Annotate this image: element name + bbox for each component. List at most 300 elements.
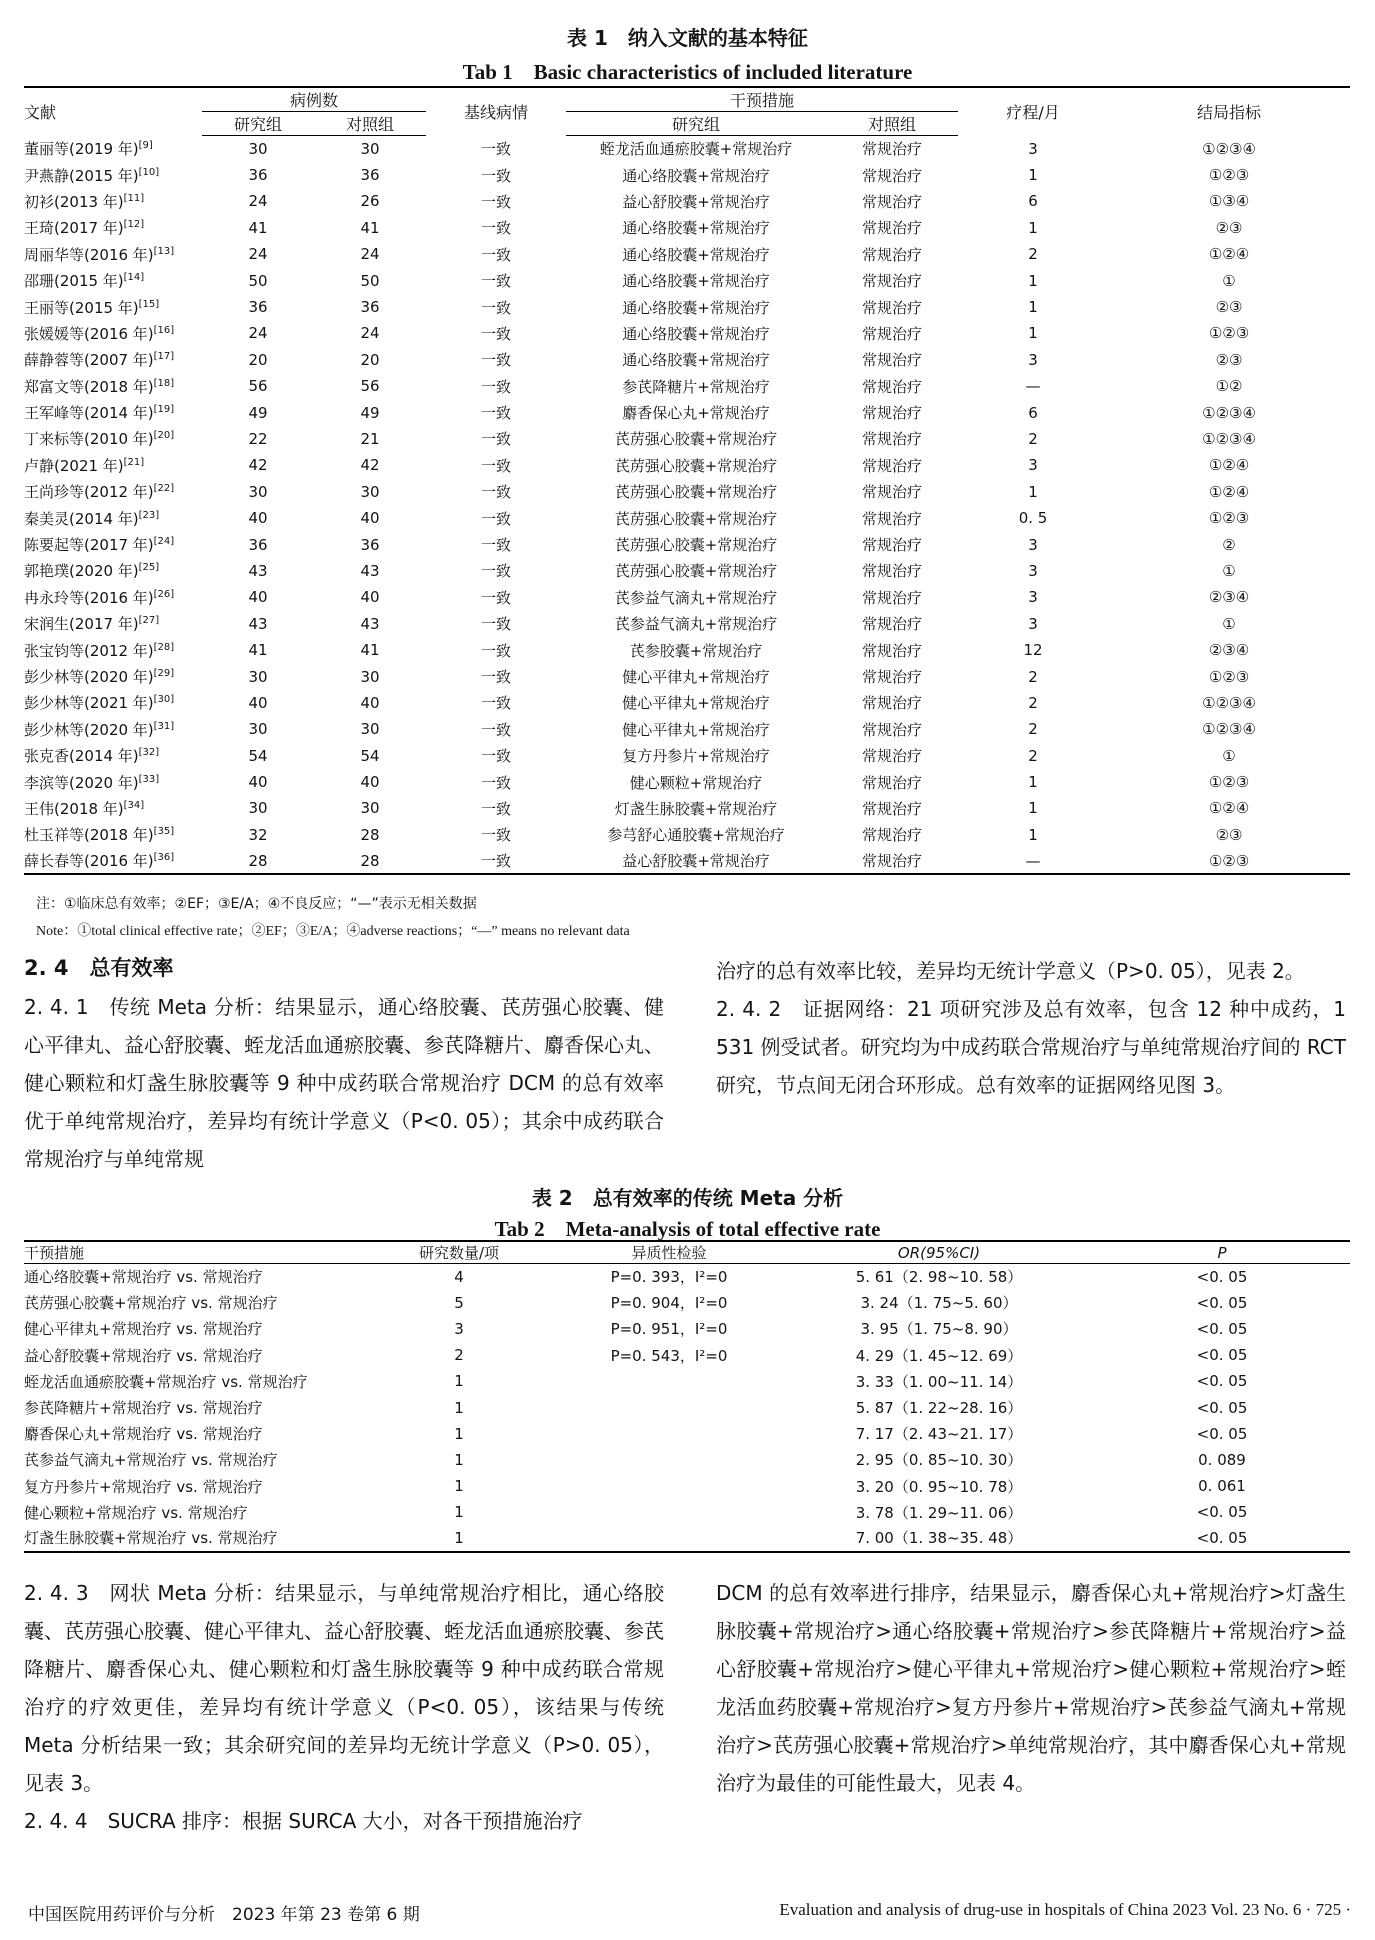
cell-baseline: 一致 [481, 219, 512, 238]
cell-outcome: ②③④ [1208, 641, 1250, 660]
cell-baseline: 一致 [481, 166, 512, 185]
cell-or: 2. 95（0. 85~10. 30） [855, 1451, 1023, 1470]
cell-study-count: 32 [248, 825, 268, 844]
cell-p: <0. 05 [1196, 1267, 1248, 1286]
cell-control-count: 40 [360, 509, 380, 528]
literature-name: 薛长春等(2016 年) [24, 852, 154, 871]
cell-intervention-study: 通心络胶囊+常规治疗 [622, 272, 770, 291]
cell-study-count: 49 [248, 403, 268, 422]
cell-or: 4. 29（1. 45~12. 69） [855, 1346, 1023, 1365]
cell-intervention-control: 常规治疗 [862, 324, 923, 343]
table-row [24, 1316, 1350, 1342]
cell-control-count: 28 [314, 848, 426, 874]
cell-course: 6 [1028, 403, 1038, 422]
reference-number: [35] [153, 826, 175, 838]
text-column-left-top [24, 988, 664, 1178]
cell-study-count: 24 [248, 324, 268, 343]
cell-intervention-control: 常规治疗 [862, 694, 923, 713]
cell-or: 7. 00（1. 38~35. 48） [784, 1525, 1094, 1551]
cell-heterogeneity: P=0. 904，I²=0 [610, 1294, 728, 1313]
literature-name: 张克香(2014 年) [24, 747, 139, 766]
reference-number: [17] [153, 351, 175, 363]
cell-intervention-study: 芪苈强心胶囊+常规治疗 [614, 562, 778, 581]
cell-course: 3 [1028, 588, 1038, 607]
literature-name: 彭少林等(2020 年) [24, 668, 154, 686]
cell-control-count: 28 [360, 825, 380, 844]
cell-intervention-study: 芪苈强心胶囊+常规治疗 [614, 456, 778, 475]
literature-name: 丁来标等(2010 年) [24, 430, 154, 449]
table-row [24, 611, 1350, 637]
cell-study-count: 41 [248, 218, 268, 237]
cell-course: 1 [1028, 166, 1038, 185]
cell-intervention: 芪参益气滴丸+常规治疗 vs. 常规治疗 [24, 1451, 278, 1470]
th-study-group: 研究组 [202, 112, 314, 136]
cell-literature [24, 320, 202, 346]
cell-course: 1 [1028, 825, 1038, 844]
cell-intervention-study: 蛭龙活血通瘀胶囊+常规治疗 [599, 140, 793, 159]
cell-p: <0. 05 [1196, 1424, 1248, 1443]
th-cases: 病例数 [202, 87, 426, 112]
cell-literature [24, 822, 202, 848]
table-row [24, 373, 1350, 399]
cell-control-count: 24 [360, 324, 380, 343]
table2-title-en: Tab 2 Meta-analysis of total effective rate [494, 1217, 881, 1241]
cell-heterogeneity: P=0. 543，I²=0 [610, 1346, 728, 1365]
cell-course: 6 [1028, 192, 1038, 211]
cell-or: 5. 61（2. 98~10. 58） [855, 1268, 1023, 1287]
cell-intervention: 参芪降糖片+常规治疗 vs. 常规治疗 [24, 1399, 263, 1418]
cell-intervention-control: 常规治疗 [862, 615, 923, 634]
cell-outcome: ②③④ [1208, 588, 1250, 607]
cell-intervention-study: 健心平律丸+常规治疗 [622, 668, 770, 686]
cell-intervention-control: 常规治疗 [862, 747, 923, 766]
cell-baseline: 一致 [481, 456, 512, 475]
table1 [24, 86, 1350, 875]
table-row [24, 320, 1350, 346]
cell-course: 3 [1028, 456, 1038, 475]
cell-baseline: 一致 [481, 192, 512, 211]
cell-intervention-study: 芪苈强心胶囊+常规治疗 [614, 509, 778, 528]
literature-name: 彭少林等(2021 年) [24, 694, 154, 713]
literature-name: 彭少林等(2020 年) [24, 720, 154, 739]
reference-number: [25] [138, 562, 160, 574]
cell-intervention-control: 常规治疗 [826, 848, 958, 874]
literature-name: 邵珊(2015 年) [24, 272, 124, 291]
cell-control-count: 43 [360, 561, 380, 580]
cell-or: 3. 33（1. 00~11. 14） [855, 1372, 1023, 1391]
table-row [24, 1342, 1350, 1368]
cell-literature [24, 267, 202, 293]
cell-course: 3 [1028, 614, 1038, 633]
cell-baseline: 一致 [481, 483, 512, 502]
table-row [24, 1421, 1350, 1447]
cell-intervention-study: 益心舒胶囊+常规治疗 [622, 192, 770, 211]
literature-name: 宋润生(2017 年) [24, 615, 139, 634]
cell-control-count: 30 [360, 667, 380, 686]
cell-baseline: 一致 [481, 245, 512, 264]
cell-control-count: 24 [360, 245, 380, 264]
reference-number: [36] [153, 852, 175, 864]
cell-outcome: ② [1222, 535, 1236, 554]
cell-intervention-study: 复方丹参片+常规治疗 [622, 747, 770, 766]
cell-study-count: 30 [248, 139, 268, 158]
cell-outcome: ①②③④ [1202, 720, 1256, 739]
cell-heterogeneity [554, 1368, 784, 1394]
table-row [24, 769, 1350, 795]
cell-study-count: 1 [454, 1477, 464, 1496]
cell-course: 1 [1028, 773, 1038, 792]
cell-control-count: 30 [360, 139, 380, 158]
cell-outcome: ①②③④ [1202, 693, 1256, 712]
cell-or: 3. 24（1. 75~5. 60） [860, 1294, 1018, 1313]
cell-p: <0. 05 [1196, 1503, 1248, 1522]
cell-study-count: 36 [248, 535, 268, 554]
cell-course: 3 [1028, 561, 1038, 580]
cell-course: — [958, 848, 1108, 874]
literature-name: 张媛媛等(2016 年) [24, 324, 154, 343]
cell-p: <0. 05 [1196, 1398, 1248, 1417]
cell-control-count: 20 [360, 350, 380, 369]
reference-number: [22] [153, 483, 175, 495]
cell-study-count: 20 [248, 350, 268, 369]
reference-number: [27] [138, 615, 160, 627]
literature-name: 郭艳璞(2020 年) [24, 562, 139, 581]
cell-intervention-control: 常规治疗 [862, 799, 923, 818]
cell-course: 1 [1028, 324, 1038, 343]
cell-intervention-control: 常规治疗 [862, 298, 923, 317]
reference-number: [16] [153, 324, 175, 336]
table-row [24, 452, 1350, 478]
cell-control-count: 26 [360, 192, 380, 211]
cell-outcome: ①③④ [1208, 192, 1250, 211]
table-row [24, 558, 1350, 584]
reference-number: [32] [138, 747, 160, 759]
cell-intervention-study: 通心络胶囊+常规治疗 [622, 351, 770, 370]
cell-or: 3. 20（0. 95~10. 78） [855, 1477, 1023, 1496]
cell-baseline: 一致 [481, 377, 512, 396]
cell-literature [24, 215, 202, 241]
cell-literature [24, 663, 202, 689]
literature-name: 周丽华等(2016 年) [24, 245, 154, 264]
table-row [24, 716, 1350, 742]
cell-course: 2 [1028, 693, 1038, 712]
cell-outcome: ① [1222, 614, 1236, 633]
cell-outcome: ①②③④ [1202, 403, 1256, 422]
cell-outcome: ①②③ [1208, 166, 1250, 185]
cell-intervention: 芪苈强心胶囊+常规治疗 vs. 常规治疗 [24, 1294, 278, 1313]
cell-intervention-study: 参芎舒心通胶囊+常规治疗 [607, 826, 785, 845]
paragraph-2-4-3: 2. 4. 3 网状 Meta 分析：结果显示，与单纯常规治疗相比，通心络胶囊、芪苈强心胶囊、健心平律丸、益心舒胶囊、蛭龙活血通瘀胶囊、参芪降糖片、麝香保心丸、健心颗粒和灯盏生脉胶囊等 9 种中成药联合常规治疗的疗效更佳，差异均有统计学意义（P<0. 05），该结果与传统 Meta 分析结果一致；其余研究间的差异均无统计学意义（P>0. 05），见表 3。 [24, 1581, 664, 1795]
cell-literature [24, 188, 202, 214]
cell-intervention-study: 通心络胶囊+常规治疗 [622, 298, 770, 317]
cell-study-count: 5 [454, 1293, 464, 1312]
reference-number: [20] [153, 430, 175, 442]
table-row [24, 479, 1350, 505]
cell-outcome: ①②④ [1208, 245, 1250, 264]
table-row [24, 505, 1350, 531]
cell-literature [24, 611, 202, 637]
cell-study-count: 40 [248, 509, 268, 528]
literature-name: 王伟(2018 年) [24, 799, 124, 818]
cell-outcome: ①②③ [1208, 509, 1250, 528]
reference-number: [28] [153, 641, 175, 653]
literature-name: 郑富文等(2018 年) [24, 377, 154, 396]
cell-p: 0. 061 [1198, 1477, 1246, 1496]
table1-title-en: Tab 1 Basic characteristics of included literature [462, 60, 913, 84]
cell-literature [24, 558, 202, 584]
cell-study-count: 30 [248, 799, 268, 818]
cell-literature [24, 531, 202, 557]
cell-course: 0. 5 [1018, 509, 1048, 528]
cell-intervention-control: 常规治疗 [862, 456, 923, 475]
cell-p: <0. 05 [1094, 1525, 1350, 1551]
cell-course: 2 [1028, 720, 1038, 739]
cell-course: 2 [1028, 429, 1038, 448]
cell-course: 3 [1028, 535, 1038, 554]
reference-number: [31] [153, 720, 175, 732]
cell-literature [24, 241, 202, 267]
text-column-right-bottom [716, 1574, 1346, 1802]
cell-baseline: 一致 [481, 272, 512, 291]
reference-number: [12] [123, 219, 145, 231]
literature-name: 王军峰等(2014 年) [24, 404, 154, 423]
cell-intervention-control: 常规治疗 [862, 641, 923, 660]
table-row [24, 637, 1350, 663]
reference-number: [29] [153, 668, 175, 679]
literature-name: 陈要起等(2017 年) [24, 536, 154, 555]
cell-literature [24, 637, 202, 663]
table-row [24, 426, 1350, 452]
cell-study-count: 22 [248, 429, 268, 448]
cell-course: 3 [1028, 139, 1038, 158]
cell-outcome: ①②③ [1108, 848, 1350, 874]
cell-study-count: 1 [454, 1372, 464, 1391]
th2-or: OR(95%CI) [784, 1241, 1094, 1264]
th2-p: P [1094, 1241, 1350, 1264]
cell-intervention-study: 芪参胶囊+常规治疗 [629, 641, 763, 660]
reference-number: [18] [153, 377, 175, 389]
cell-baseline: 一致 [481, 588, 512, 607]
cell-intervention-control: 常规治疗 [862, 562, 923, 581]
cell-literature [24, 426, 202, 452]
cell-intervention-control: 常规治疗 [862, 483, 923, 502]
cell-control-count: 30 [360, 482, 380, 501]
th-int-study: 研究组 [566, 112, 826, 136]
cell-intervention-study: 芪参益气滴丸+常规治疗 [614, 588, 778, 607]
reference-number: [10] [138, 166, 160, 178]
table-row [24, 1290, 1350, 1316]
th-literature: 文献 [24, 87, 202, 136]
cell-baseline: 一致 [481, 720, 512, 739]
literature-name: 张宝钧等(2012 年) [24, 641, 154, 660]
reference-number: [21] [123, 456, 145, 468]
cell-study-count: 42 [248, 456, 268, 475]
paragraph-2-4-2: 2. 4. 2 证据网络：21 项研究涉及总有效率，包含 12 种中成药，1 531 例受试者。研究均为中成药联合常规治疗与单纯常规治疗间的 RCT 研究，节点间无闭合环形成。总有效率的证据网络见图 3。 [716, 997, 1346, 1097]
table-row [24, 215, 1350, 241]
cell-intervention-control: 常规治疗 [862, 404, 923, 423]
cell-study-count: 50 [248, 271, 268, 290]
table-row [24, 1394, 1350, 1420]
cell-study-count: 40 [248, 588, 268, 607]
cell-heterogeneity: P=0. 393，I²=0 [610, 1268, 728, 1287]
cell-course: 12 [1023, 641, 1043, 660]
table2 [24, 1240, 1350, 1553]
cell-outcome: ②③ [1215, 218, 1243, 237]
cell-baseline: 一致 [481, 536, 512, 555]
th2-heterogeneity: 异质性检验 [554, 1241, 784, 1264]
cell-literature [24, 136, 202, 162]
cell-baseline: 一致 [481, 826, 512, 845]
cell-intervention-study: 健心平律丸+常规治疗 [622, 694, 770, 713]
cell-baseline: 一致 [426, 848, 566, 874]
cell-baseline: 一致 [481, 773, 512, 792]
table-row [24, 1264, 1350, 1290]
literature-name: 冉永玲等(2016 年) [24, 588, 154, 607]
cell-baseline: 一致 [481, 351, 512, 370]
literature-name: 李滨等(2020 年) [24, 773, 139, 792]
cell-control-count: 40 [360, 588, 380, 607]
cell-course: 1 [1028, 271, 1038, 290]
cell-control-count: 54 [360, 746, 380, 765]
cell-outcome: ②③ [1215, 825, 1243, 844]
cell-literature [24, 690, 202, 716]
cell-intervention-control: 常规治疗 [862, 272, 923, 291]
reference-number: [26] [153, 588, 175, 600]
footer-journal-cn: 中国医院用药评价与分析 2023 年第 23 卷第 6 期 [28, 1905, 420, 1925]
text-column-left-bottom [24, 1574, 664, 1840]
cell-control-count: 50 [360, 271, 380, 290]
cell-intervention-control: 常规治疗 [862, 773, 923, 792]
cell-study-count: 54 [248, 746, 268, 765]
cell-heterogeneity [554, 1394, 784, 1420]
cell-literature [24, 479, 202, 505]
cell-intervention-control: 常规治疗 [862, 430, 923, 449]
table-row [24, 1447, 1350, 1473]
literature-name: 卢静(2021 年) [24, 456, 124, 475]
cell-study-count: 56 [248, 377, 268, 396]
cell-literature [24, 848, 202, 874]
cell-p: 0. 089 [1198, 1450, 1246, 1469]
table-row [24, 690, 1350, 716]
cell-outcome: ①②④ [1208, 456, 1250, 475]
cell-literature [24, 452, 202, 478]
section-heading: 2. 4 总有效率 [24, 956, 174, 980]
cell-literature [24, 584, 202, 610]
cell-intervention: 通心络胶囊+常规治疗 vs. 常规治疗 [24, 1268, 263, 1287]
table-row [24, 1525, 1350, 1551]
cell-control-count: 43 [360, 614, 380, 633]
table-row [24, 347, 1350, 373]
cell-intervention-study: 通心络胶囊+常规治疗 [622, 219, 770, 238]
th-outcome: 结局指标 [1108, 87, 1350, 136]
literature-name: 初衫(2013 年) [24, 192, 124, 211]
cell-intervention: 蛭龙活血通瘀胶囊+常规治疗 vs. 常规治疗 [24, 1372, 308, 1391]
cell-baseline: 一致 [481, 747, 512, 766]
cell-intervention-study: 益心舒胶囊+常规治疗 [566, 848, 826, 874]
cell-course: 1 [1028, 218, 1038, 237]
cell-control-count: 56 [360, 377, 380, 396]
cell-literature [24, 795, 202, 821]
table1-note-cn: 注：①临床总有效率；②EF；③E/A；④不良反应；“—”表示无相关数据 [36, 896, 477, 912]
cell-heterogeneity [554, 1525, 784, 1551]
cell-study-count: 1 [364, 1525, 554, 1551]
cell-intervention-study: 通心络胶囊+常规治疗 [622, 166, 770, 185]
table-row [24, 188, 1350, 214]
th-baseline: 基线病情 [426, 87, 566, 136]
cell-intervention-study: 参芪降糖片+常规治疗 [622, 377, 770, 396]
cell-study-count: 24 [248, 192, 268, 211]
cell-outcome: ① [1222, 561, 1236, 580]
cell-course: — [1025, 377, 1041, 396]
cell-study-count: 4 [454, 1267, 464, 1286]
reference-number: [24] [153, 536, 175, 548]
reference-number: [33] [138, 773, 160, 785]
cell-or: 7. 17（2. 43~21. 17） [855, 1425, 1023, 1444]
cell-study-count: 41 [248, 641, 268, 660]
literature-name: 秦美灵(2014 年) [24, 509, 139, 528]
cell-study-count: 36 [248, 298, 268, 317]
paragraph-2-4-1-continued: 治疗的总有效率比较，差异均无统计学意义（P>0. 05），见表 2。 [716, 959, 1305, 983]
table-row [24, 742, 1350, 768]
literature-name: 董丽等(2019 年) [24, 140, 139, 159]
cell-literature [24, 347, 202, 373]
cell-intervention: 灯盏生脉胶囊+常规治疗 vs. 常规治疗 [24, 1525, 364, 1551]
cell-intervention-control: 常规治疗 [862, 536, 923, 555]
cell-intervention-control: 常规治疗 [862, 192, 923, 211]
cell-study-count: 43 [248, 561, 268, 580]
cell-intervention-control: 常规治疗 [862, 826, 923, 845]
cell-baseline: 一致 [481, 562, 512, 581]
reference-number: [30] [153, 694, 175, 706]
cell-heterogeneity [554, 1473, 784, 1499]
cell-outcome: ① [1222, 746, 1236, 765]
table1-title-cn: 表 1 纳入文献的基本特征 [567, 26, 808, 50]
cell-literature [24, 399, 202, 425]
literature-name: 薛静蓉等(2007 年) [24, 351, 154, 370]
table-row [24, 267, 1350, 293]
table-row [24, 241, 1350, 267]
cell-control-count: 30 [360, 799, 380, 818]
reference-number: [23] [138, 509, 160, 521]
paragraph-2-4-1: 2. 4. 1 传统 Meta 分析：结果显示，通心络胶囊、芪苈强心胶囊、健心平律丸、益心舒胶囊、蛭龙活血通瘀胶囊、参芪降糖片、麝香保心丸、健心颗粒和灯盏生脉胶囊等 9 种中成药联合常规治疗 DCM 的总有效率优于单纯常规治疗，差异均有统计学意义（P<0. 05）；其余中成药联合常规治疗与单纯常规 [24, 995, 664, 1171]
cell-outcome: ①②③④ [1202, 139, 1256, 158]
cell-outcome: ① [1222, 271, 1236, 290]
table-row [24, 531, 1350, 557]
cell-control-count: 36 [360, 298, 380, 317]
cell-intervention: 益心舒胶囊+常规治疗 vs. 常规治疗 [24, 1346, 263, 1365]
table-row [24, 399, 1350, 425]
cell-intervention-control: 常规治疗 [862, 668, 923, 686]
cell-intervention-study: 健心平律丸+常规治疗 [622, 720, 770, 739]
table-row [24, 1473, 1350, 1499]
table-row [24, 822, 1350, 848]
cell-control-count: 41 [360, 641, 380, 660]
cell-baseline: 一致 [481, 324, 512, 343]
cell-intervention-study: 麝香保心丸+常规治疗 [622, 404, 770, 423]
reference-number: [14] [123, 272, 145, 284]
cell-control-count: 49 [360, 403, 380, 422]
cell-intervention-control: 常规治疗 [862, 377, 923, 396]
cell-intervention: 复方丹参片+常规治疗 vs. 常规治疗 [24, 1477, 263, 1496]
th2-count: 研究数量/项 [364, 1241, 554, 1264]
cell-outcome: ①② [1215, 377, 1243, 396]
cell-literature [24, 294, 202, 320]
cell-intervention-control: 常规治疗 [862, 245, 923, 264]
cell-control-count: 30 [360, 720, 380, 739]
cell-course: 2 [1028, 746, 1038, 765]
cell-study-count: 30 [248, 720, 268, 739]
table-row [24, 162, 1350, 188]
